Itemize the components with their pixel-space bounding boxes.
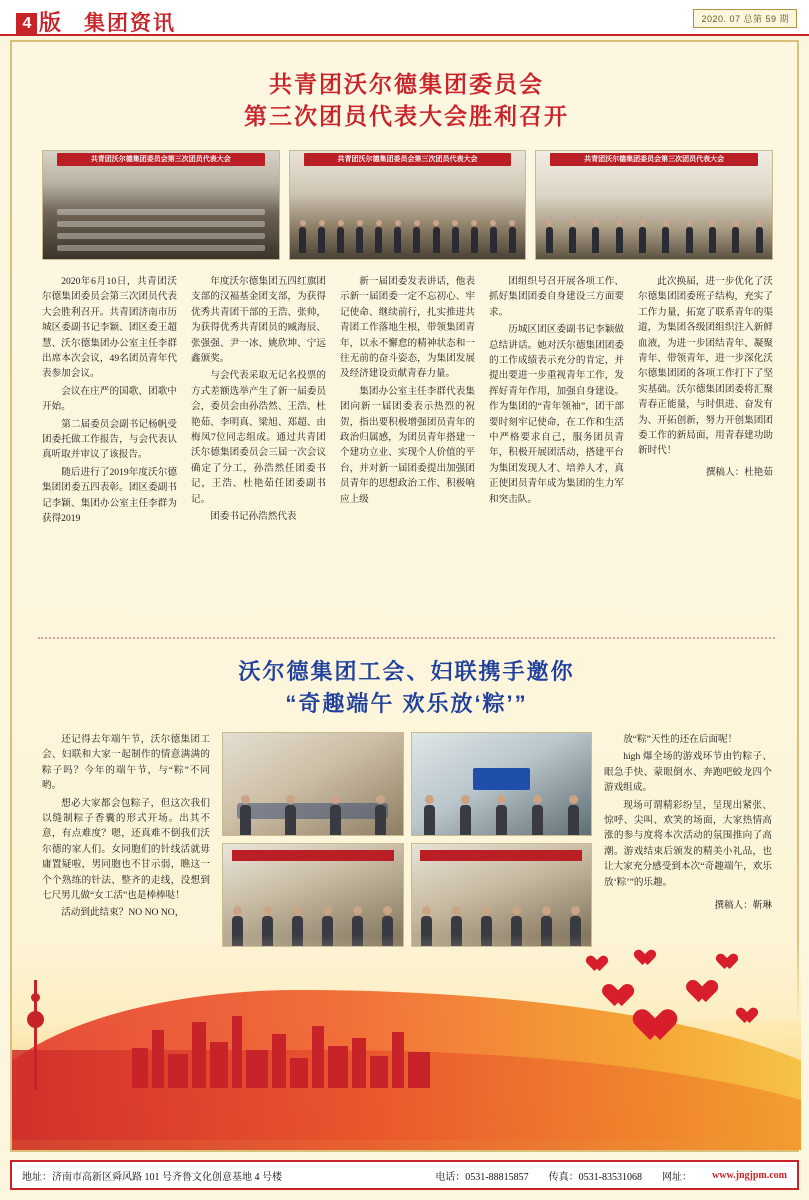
- article2-headline-line1: 沃尔德集团工会、妇联携手邀你: [238, 659, 575, 684]
- article2-photo-1: [222, 732, 404, 836]
- article2-column-right: [604, 732, 772, 947]
- article2-photo-3: [222, 843, 404, 947]
- content-frame: [10, 40, 799, 1152]
- photo3-people: [546, 211, 763, 253]
- footer-bar: [10, 1160, 799, 1190]
- skyline-silhouette: [132, 1010, 452, 1088]
- bottom-decoration: [12, 935, 801, 1150]
- paragraph: 团委书记孙浩然代表: [210, 511, 297, 523]
- page-number-label: 版: [39, 10, 61, 35]
- article1-column-2: [191, 274, 326, 529]
- photo2-banner: [304, 153, 511, 166]
- paragraph: high 爆全场的游戏环节由钓粽子、眼急手快、蒙眼倒水、奔跑吧蛟龙四个游戏组成。: [604, 751, 772, 794]
- masthead: [0, 0, 809, 36]
- article2-column-left: [42, 732, 210, 947]
- photo3-banner: [550, 153, 757, 166]
- paragraph: 此次换届，进一步优化了沃尔德集团团委班子结构，充实了工作力量，拓宽了联系青年的渠道，为集团各级团组织注入新鲜血液，为进一步团结青年、凝聚青年、带领青年，进一步深化沃尔德集团团的各项工作打下了坚实基础。沃尔德集团团委将汇聚青春正能量，与时俱进、奋发有为、开拓创新，努力开创集团团委工作的新局面，用青春建功助新时代！: [638, 276, 773, 457]
- photo2-people: [299, 211, 516, 253]
- paragraph: 现场可谓精彩纷呈，呈现出紧张、惊呼、尖叫、欢笑的场面，大家热情高涨的参与度将本次活动的氛围推向了高潮。游戏结束后颁发的精美小礼品，也让大家充分感受到本次“奇趣端午，欢乐放‘粽’”的乐趣。: [604, 799, 772, 888]
- article1-column-3: [340, 274, 475, 529]
- article1-headline-line2: 第三次团员代表大会胜利召开: [244, 103, 569, 129]
- article1-columns: [42, 274, 773, 529]
- photo3-caption: 共青团沃尔德集团委员会第三次团员代表大会: [584, 156, 725, 163]
- article1-byline: 撰稿人：杜艳茹: [705, 466, 773, 478]
- footer-phone: 电话：0531-88815857: [435, 1171, 529, 1183]
- article2-byline: 撰稿人：靳琳: [714, 900, 772, 912]
- footer-address: 地址：济南市高新区舜风路 101 号齐鲁文化创意基地 4 号楼: [22, 1171, 282, 1183]
- article2-headline-line2: “奇趣端午 欢乐放‘粽’”: [285, 691, 528, 716]
- page-number-value: 4: [16, 13, 37, 35]
- paragraph: 还记得去年端午节，沃尔德集团工会、妇联和大家一起制作的情意满满的粽子吗？今年的端午节，与“粽”不同哟。: [42, 734, 210, 792]
- paragraph: 新一届团委发表讲话，他表示新一届团委一定不忘初心、牢记使命、继续前行，扎实推进共青团工作落地生根，带领集团青年，以永不懈怠的精神状态和一往无前的奋斗姿态，为集团发展及经济建设贡献青春力量。: [340, 276, 475, 380]
- heart-balloons: [581, 940, 761, 1080]
- section-title: 集团资讯: [84, 12, 176, 35]
- paragraph: 会议在庄严的国歌、团歌中开始。: [42, 385, 177, 413]
- paragraph: 2020年6月10日，共青团沃尔德集团委员会第三次团员代表大会胜利召开。共青团济南市历城区委副书记李颖、团区委王超慧、沃尔德集团办公室主任李群出席本次会议，49名团员青年代表参加会议。: [42, 276, 177, 380]
- paragraph: 想必大家都会包粽子，但这次我们以缝制粽子香囊的形式开场。出其不意，有点难度？嗯，还真难不倒我们沃尔德的家人们。女同胞们的针线活就毋庸置疑啦，男同胞也不甘示弱，瞧这一个个熟练的针法、整齐的走线，没想到七尺男儿做“女工活”也是棒棒哒！: [42, 797, 210, 902]
- paragraph: 放“粽”天性的还在后面呢！: [623, 734, 738, 745]
- footer-website-label: 网址：: [662, 1171, 692, 1183]
- article1-column-4: [489, 274, 624, 529]
- article1-headline-line1: 共青团沃尔德集团委员会: [269, 71, 544, 97]
- paragraph: 集团办公室主任李群代表集团向新一届团委表示热烈的祝贺，指出要积极增强团员青年的政治归属感，为团员青年搭建一个建功立业、实现个人价值的平台，并对新一届团委提出加强团员青年的思想政治工作、积极响应上级: [340, 385, 475, 505]
- tv-tower-icon: [22, 980, 48, 1090]
- article2-photo-4: [411, 843, 593, 947]
- paragraph: 第二届委员会副书记杨帆受团委托做工作报告，与会代表认真听取并审议了该报告。: [42, 418, 177, 461]
- photo1-seating: [43, 193, 279, 255]
- paragraph: 随后进行了2019年度沃尔德集团团委五四表彰。团区委副书记李颖、集团办公室主任李群为获得2019: [42, 466, 177, 525]
- article1-photo-2: [289, 150, 527, 260]
- article1-photo-3: [535, 150, 773, 260]
- article2-headline: [12, 656, 801, 720]
- photo1-banner: [57, 153, 264, 166]
- photo2-caption: 共青团沃尔德集团委员会第三次团员代表大会: [337, 156, 478, 163]
- page-number: [16, 6, 60, 37]
- article2-photo-grid: [222, 732, 592, 947]
- footer-fax: 传真：0531-83531068: [548, 1171, 642, 1183]
- paragraph: 与会代表采取无记名投票的方式差额选举产生了新一届委员会，委员会由孙浩然、王浩、杜艳茹、李明真、梁旭、郑超、由梅凤7位同志组成。通过共青团沃尔德集团委员会三届一次会议确定了分工，孙浩然任团委书记，王浩、杜艳茹任团委副书记。: [191, 370, 326, 505]
- paragraph: 历城区团区委副书记李颖做总结讲话。她对沃尔德集团团委的工作成绩表示充分的肯定，并提出要进一步重视青年工作，发挥好青年作用，加强自身建设。作为集团的“青年领袖”，团干部要时刻牢记使命，在工作和生活中严格要求自己，服务团员青年，积极开展团活动，搭建平台为集团发现人才、培养人才，真正使团员青年成为集团的生力军和突击队。: [489, 324, 624, 505]
- footer-website[interactable]: www.jngjpm.com: [712, 1169, 787, 1181]
- article1-column-1: [42, 274, 177, 529]
- article1-photo-row: [42, 150, 773, 260]
- photo1-caption: 共青团沃尔德集团委员会第三次团员代表大会: [90, 156, 231, 163]
- article1-photo-1: [42, 150, 280, 260]
- paragraph: 活动到此结束？NO NO NO，: [61, 907, 185, 919]
- section-divider: [38, 637, 775, 639]
- issue-badge: 2020. 07 总第 59 期: [693, 9, 797, 28]
- article2-photo-2: [411, 732, 593, 836]
- article1-column-5: [638, 274, 773, 529]
- paragraph: 团组织号召开展各项工作、抓好集团团委自身建设三方面要求。: [489, 276, 624, 318]
- article1-headline: [12, 68, 801, 132]
- paragraph: 年度沃尔德集团五四红旗团支部的汉褔基金团支部，为获得优秀共青团干部的王浩、张帅，为获得优秀共青团员的臧海辰、张强强、尹一冰、姚欣坤、宁远鑫颁奖。: [191, 276, 326, 365]
- article2-body: [42, 732, 773, 947]
